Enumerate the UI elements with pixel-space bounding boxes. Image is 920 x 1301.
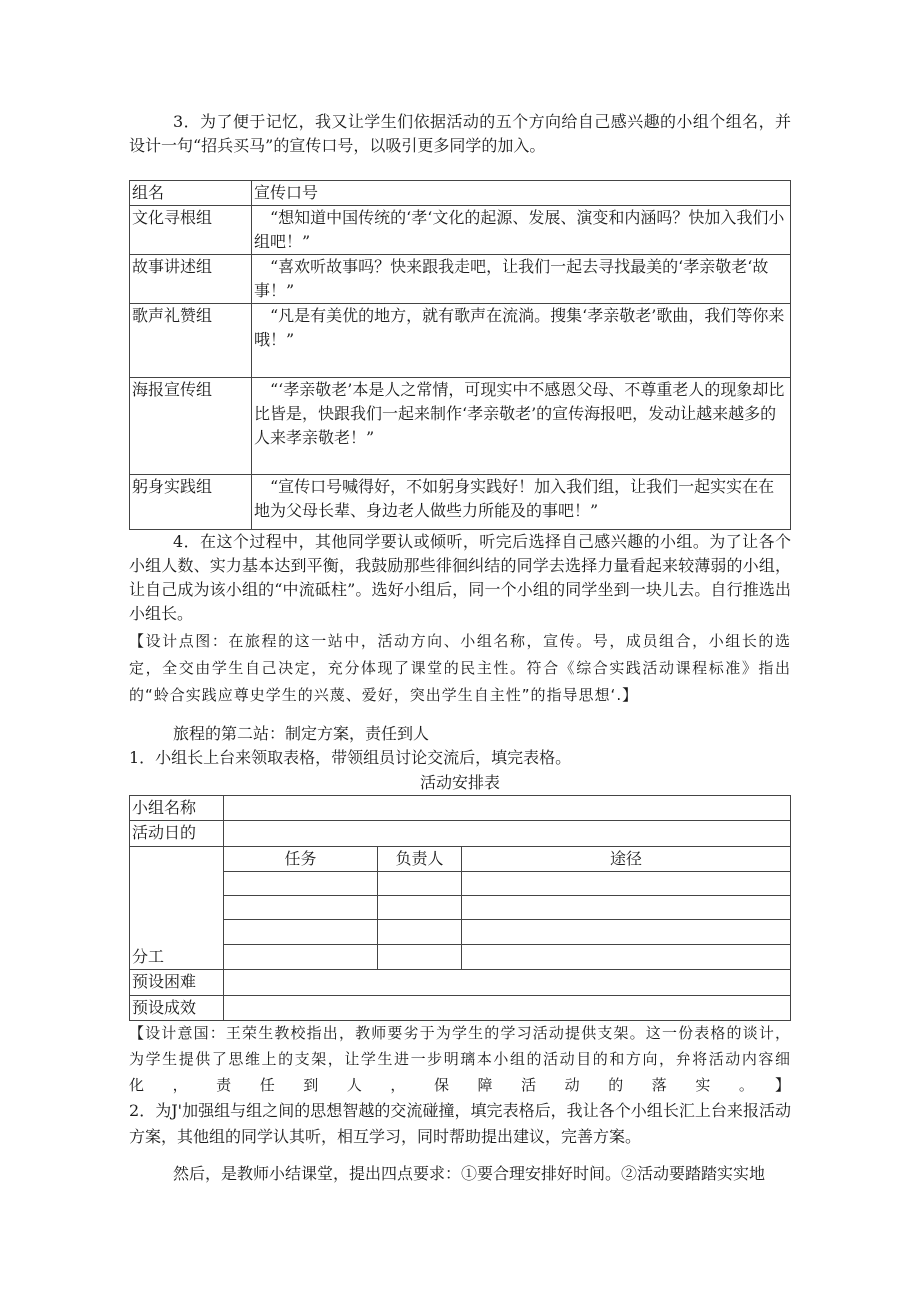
- method-cell[interactable]: [462, 920, 791, 945]
- step-2: 2．为J'加强组与组之间的思想智越的交流碰撞，填完表格后，我让各个小组长汇上台来报活动方案，其他组的同学认其听，相互学习，同时帮助提出建议，完善方案。: [129, 1101, 791, 1146]
- slogan: “想知道中国传统的‘孝‘文化的起源、发展、演变和内涵吗？快加入我们小组吧！”: [252, 206, 791, 255]
- slogan: “喜欢听故事吗？快来跟我走吧，让我们一起去寻找最美的‘孝亲敬老‘故事！”: [252, 255, 791, 304]
- method-cell[interactable]: [462, 896, 791, 920]
- task-cell[interactable]: [224, 945, 378, 970]
- task-cell[interactable]: [224, 872, 378, 896]
- plan-table-title: 活动安排表: [419, 773, 500, 792]
- group-name: 文化寻根组: [130, 206, 252, 255]
- paragraph-4: 4．在这个过程中，其他同学要认或倾听，听完后选择自己感兴趣的小组。为了让各个小组人数、实力基本达到平衡，我鼓励那些徘徊纠结的同学去选择力量看起来较薄弱的小组，让自己成为该小组的“中流砥柱”。选好小组后，同一个小组的同学坐到一块儿去。自行推选出小组长。: [129, 532, 791, 623]
- task-cell[interactable]: [224, 920, 378, 945]
- method-cell[interactable]: [462, 872, 791, 896]
- method-header: 途径: [462, 847, 791, 872]
- header-group: 组名: [130, 181, 252, 206]
- step-1: 1．小组长上台来领取表格，带领组员讨论交流后，填完表格。: [129, 748, 572, 767]
- group-name: 海报宣传组: [130, 378, 252, 475]
- slogan: “凡是有美优的地方，就有歌声在流淌。搜集‘孝亲敬老’歌曲，我们等你来哦！”: [252, 304, 791, 378]
- goal-cell[interactable]: [224, 821, 791, 847]
- name-cell[interactable]: [224, 796, 791, 821]
- owner-cell[interactable]: [378, 872, 462, 896]
- plan-table: [129, 795, 791, 1021]
- group-name: 歌声礼赞组: [130, 304, 252, 378]
- difficulty-label: 预设困难: [130, 970, 224, 996]
- slogan: “‘孝亲敬老’本是人之常情，可现实中不感恩父母、不尊重老人的现象却比比皆是，快跟我们一起来制作‘孝亲敬老’的宣传海报吧，发动让越来越多的人来孝亲敬老！”: [252, 378, 791, 475]
- result-label: 预设成效: [130, 996, 224, 1021]
- header-slogan: 宣传口号: [252, 181, 791, 206]
- goal-label: 活动日的: [130, 821, 224, 847]
- design-note-2: 【设计意国：王荣生教校指出，教师要劣于为学生的学习活动提供支架。这一份表格的谈计，为学生提供了思维上的支架，让学生进一步明璃本小组的活动目的和方向，弁将活动内容细化，责任到人，保障活动的落实。】: [129, 1024, 791, 1094]
- name-label: 小组名称: [130, 796, 224, 821]
- task-cell[interactable]: [224, 896, 378, 920]
- owner-cell[interactable]: [378, 896, 462, 920]
- design-note-1: 【设计点图：在旅程的这一站中，活动方向、小组名称，宣传。号，成员组合，小组长的选定，全交由学生自己决定，充分体现了课堂的民主性。符合《综合实践活动课程标准》指出的“蛉合实践应尊史学生的兴蔑、爱好，突出学生自主性”的指导思想‘.】: [129, 632, 791, 704]
- station-2-heading: 旅程的第二站：制定方案，责任到人: [173, 724, 430, 743]
- owner-header: 负责人: [378, 847, 462, 872]
- method-cell[interactable]: [462, 945, 791, 970]
- difficulty-cell[interactable]: [224, 970, 791, 996]
- result-cell[interactable]: [224, 996, 791, 1021]
- slogan: “宣传口号喊得好，不如躬身实践好！加入我们组，让我们一起实实在在地为父母长辈、身边老人做些力所能及的事吧！”: [252, 475, 791, 530]
- slogan-table: [129, 180, 791, 530]
- task-header: 任务: [224, 847, 378, 872]
- division-label: 分工: [130, 847, 224, 970]
- summary-paragraph: 然后，是教师小结课堂，提出四点要求：①要合理安排好时间。②活动要踏踏实实地: [173, 1164, 766, 1183]
- group-name: 躬身实践组: [130, 475, 252, 530]
- group-name: 故事讲述组: [130, 255, 252, 304]
- owner-cell[interactable]: [378, 945, 462, 970]
- owner-cell[interactable]: [378, 920, 462, 945]
- paragraph-3: 3．为了便于记忆，我又让学生们依据活动的五个方向给自己感兴趣的小组个组名，并设计一句“招兵买马”的宣传口号，以吸引更多同学的加入。: [129, 112, 791, 155]
